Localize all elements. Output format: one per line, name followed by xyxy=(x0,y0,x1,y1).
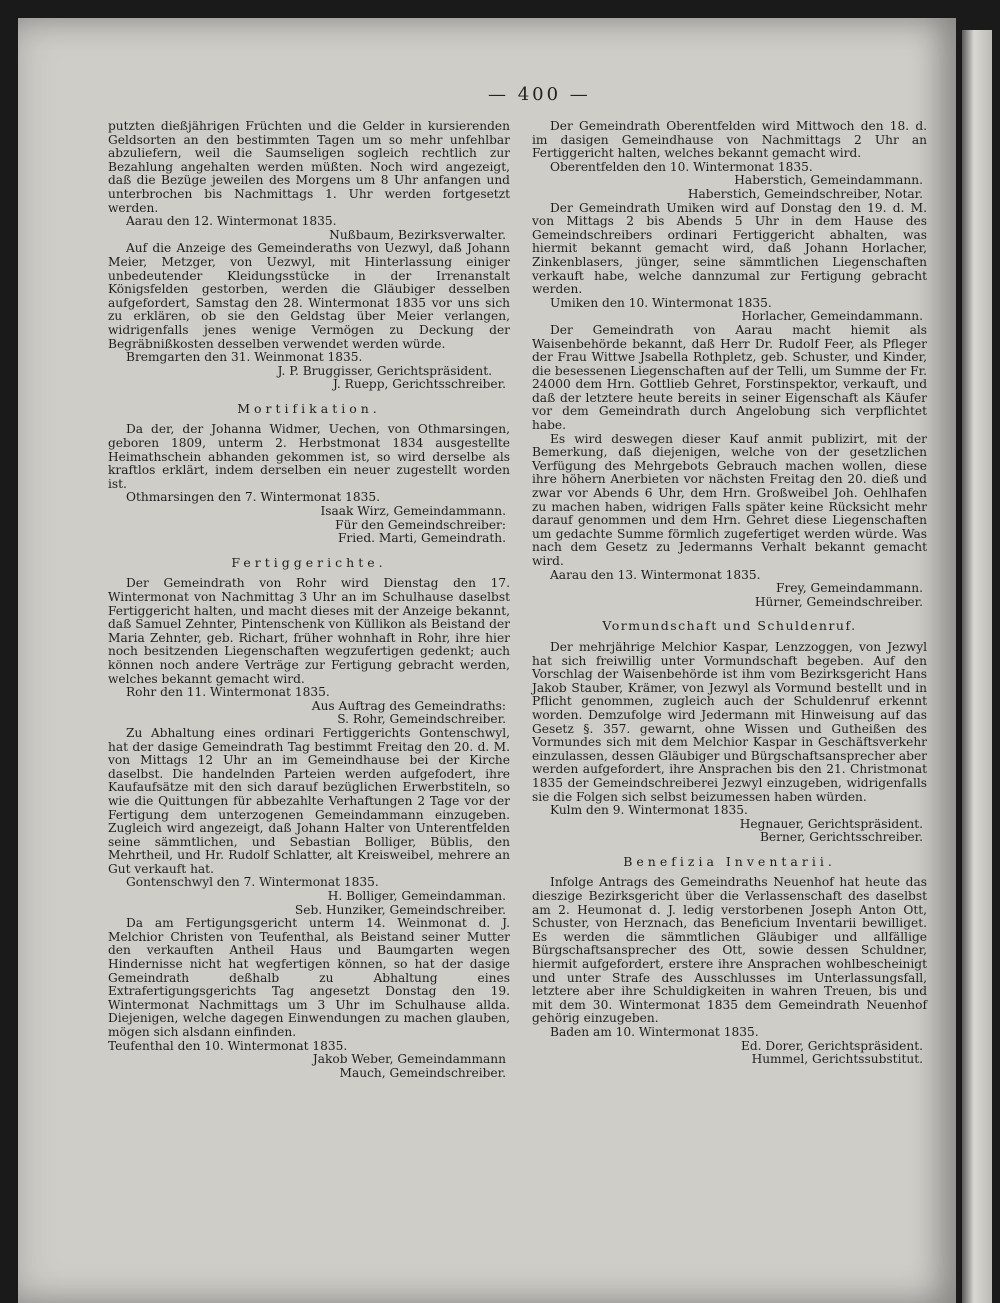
notice-signature: Mauch, Gemeindschreiber. xyxy=(339,1065,506,1080)
notice-paragraph: Da am Fertigungsgericht unterm 14. Weinmonat d. J. Melchior Christen von Teufenthal, als Beistand seiner Mutter den verkauften Antheil Haus und Baumgarten wegen Hindernisse nicht hat wegfertigen können, so hat der dasige Gemeindrath deßhalb zu Abhaltung eines Extrafertigungsgerichts Tag angesetzt Donstag den 19. Wintermonat Nachmittags um 3 Uhr im Schulhause allda. Diejenigen, welche dagegen Einwendungen zu machen glauben, mögen sich alsdann einfinden. xyxy=(108,916,510,1039)
notice-signature: Hürner, Gemeindschreiber. xyxy=(754,594,923,609)
section-heading-mortifikation: Mortifikation. xyxy=(237,400,381,416)
notice-date: Bremgarten den 31. Weinmonat 1835. xyxy=(126,350,363,365)
right-column xyxy=(532,120,927,1067)
notice-paragraph: putzten dießjährigen Früchten und die Gelder in kursierenden Geldsorten an den bestimmten Tagen um so mehr unfehlbar abzuliefern, weil die Saumseligen sogleich rechtlich zur Bezahlung angehalten werden müßten. Noch wird angezeigt, daß die Bezüge jeweilen des Morgens um 8 Uhr anfangen und unterbrochen bis Nachmittags 1. Uhr werden fortgesetzt werden. xyxy=(108,119,510,215)
notice-date: Baden am 10. Wintermonat 1835. xyxy=(550,1025,759,1039)
notice-signature: H. Bolliger, Gemeindamman. xyxy=(327,889,506,904)
notice-date: Othmarsingen den 7. Wintermonat 1835. xyxy=(126,490,381,505)
notice-signature: S. Rohr, Gemeindschreiber. xyxy=(337,712,506,727)
notice-paragraph: Zu Abhaltung eines ordinari Fertiggerichts Gontenschwyl, hat der dasige Gemeindrath Tag bestimmt Freitag den 20. d. M. von Mittags 12 Uhr an im Gemeindhause bei der Kirche daselbst. Die handelnden Parteien werden aufgefodert, ihre Kaufaufsätze mit den sich darauf bezüglichen Erwerbstiteln, so wie die Quittungen für abbezahlte Verhaftungen 2 Tage vor der Fertigung dem unterzogenen Gemeindammann einzugeben. Zugleich wird angezeigt, daß Johann Halter von Unterentfelden seine sämmtlichen, und Sebastian Bolliger, Büblis, den Mehrtheil, und Hr. Rudolf Schlatter, alt Kreisweibel, mehrere an Gut verkauft hat. xyxy=(108,725,510,876)
notice-date: Rohr den 11. Wintermonat 1835. xyxy=(126,685,330,700)
notice-paragraph: Infolge Antrags des Gemeindraths Neuenhof hat heute das dieszige Bezirksgericht über die Verlassenschaft des daselbst am 2. Heumonat d. J. ledig verstorbenen Joseph Anton Ott, Schuster, von Herznach, das Beneficium Inventarii bewilliget. Es werden die sämmtlichen Gläubiger und allfällige Bürgschaftsansprecher des Ott, sowie dessen Schuldner, hiermit aufgefordert, erstere ihre Ansprachen wohlbescheinigt und unter Strafe des Ausschlusses im Unterlassungsfall, letztere aber ihre Schuldigkeiten in wahren Treuen, bis und mit dem 30. Wintermonat 1835 dem Gemeindrath Neuenhof gehörig einzugeben. xyxy=(532,875,927,1026)
notice-signature: Seb. Hunziker, Gemeindschreiber. xyxy=(294,902,506,917)
notice-paragraph: Der Gemeindrath von Aarau macht hiemit als Waisenbehörde bekannt, daß Herr Dr. Rudolf Feer, als Pfleger der Frau Wittwe Jsabella Rothpletz, geb. Schuster, und Kinder, die besessenen Liegenschaften auf der Telli, um Summe der Fr. 24000 dem Hrn. Gottlieb Gehret, Forstinspektor, verkauft, und daß der letztere heute bereits in seiner Eigenschaft als Käufer vor dem Gemeindrath durch Angelobung sich verpflichtet habe. xyxy=(532,322,927,433)
notice-paragraph: Auf die Anzeige des Gemeinderaths von Uezwyl, daß Johann Meier, Metzger, von Uezwyl, mit Hinterlassung einiger unbedeutender Kleidungsstücke in der Irrenanstalt Königsfelden gestorben, werden die Gläubiger desselben aufgefordert, Samstag den 28. Wintermonat 1835 vor uns sich zu erklären, ob sie den Geldstag über Meier verlangen, widrigenfalls jenes wenige Vermögen zu Deckung der Begräbnißkosten desselben verwendet werden würde. xyxy=(108,241,510,351)
notice-paragraph: Der Gemeindrath Oberentfelden wird Mittwoch den 18. d. im dasigen Gemeindhause von Nachmittags 2 Uhr an Fertiggericht halten, welches bekannt gemacht wird. xyxy=(532,119,927,161)
notice-signature: Nußbaum, Bezirksverwalter. xyxy=(329,227,506,242)
notice-signature: Haberstich, Gemeindschreiber, Notar. xyxy=(687,186,923,201)
notice-signature: Jakob Weber, Gemeindammann xyxy=(312,1052,506,1067)
notice-signature: Hummel, Gerichtssubstitut. xyxy=(751,1052,923,1067)
notice-date: Kulm den 9. Wintermonat 1835. xyxy=(550,803,748,818)
notice-signature: Isaak Wirz, Gemeindammann. xyxy=(320,504,506,519)
section-heading-fertiggerichte: Fertiggerichte. xyxy=(231,554,387,570)
notice-date: Oberentfelden den 10. Wintermonat 1835. xyxy=(550,159,813,174)
notice-signature: Berner, Gerichtsschreiber. xyxy=(759,830,923,845)
notice-signature: Fried. Marti, Gemeindrath. xyxy=(337,531,506,546)
notice-paragraph: Da der, der Johanna Widmer, Uechen, von Othmarsingen, geboren 1809, unterm 2. Herbstmonat 1834 ausgestellte Heimathschein abhanden gekommen ist, so wird derselbe als kraftlos erklärt, indem derselben ein neuer zugestellt worden ist. xyxy=(108,422,510,491)
notice-date: Gontenschwyl den 7. Wintermonat 1835. xyxy=(126,875,379,890)
notice-signature: Haberstich, Gemeindammann. xyxy=(734,173,923,188)
page-number: — 400 — xyxy=(488,84,591,105)
notice-date: Teufenthal den 10. Wintermonat 1835. xyxy=(108,1038,348,1053)
notice-paragraph: Der Gemeindrath von Rohr wird Dienstag den 17. Wintermonat von Nachmittag 3 Uhr an im Schulhause daselbst Fertiggericht halten, und macht dieses mit der Anzeige bekannt, daß Samuel Zehnter, Pintenschenk von Küllikon als Beistand der Maria Zehnter, geb. Richart, früher wohnhaft in Rohr, ihre hier noch besitzenden Liegenschaften wegzufertigen gedenkt; auch können noch andere Verträge zur Fertigung gebracht werden, welches bekannt gemacht wird. xyxy=(108,576,510,686)
notice-date: Umiken den 10. Wintermonat 1835. xyxy=(550,295,772,310)
notice-paragraph: Der Gemeindrath Umiken wird auf Donstag den 19. d. M. von Mittags 2 bis Abends 5 Uhr in dem Hause des Gemeindschreibers ordinari Fertiggericht abhalten, was hiermit bekannt gemacht wird, daß Johann Horlacher, Zinkenblasers, jünger, seine sämmtlichen Liegenschaften verkauft habe, welche dannzumal zur Fertigung gebracht werden. xyxy=(532,200,927,297)
notice-date: Aarau den 12. Wintermonat 1835. xyxy=(126,214,337,229)
notice-signature: Hegnauer, Gerichtspräsident. xyxy=(739,816,923,831)
notice-paragraph: Der mehrjährige Melchior Kaspar, Lenzzoggen, von Jezwyl hat sich freiwillig unter Vormundschaft begeben. Auf den Vorschlag der Waisenbehörde ist ihm vom Bezirksgericht Hans Jakob Stauber, Krämer, von Jezwyl als Vormund bestellt und in Pflicht genommen, zugleich auch der Schuldenruf erkennt worden. Demzufolge wird Jedermann mit Hinweisung auf das Gesetz §. 357. gewarnt, ohne Wissen und Gutheißen des Vormundes sich mit dem Melchior Kaspar in Geschäftsverkehr einzulassen, dessen Gläubiger und Bürgschaftsansprecher aber werden aufgefordert, ihre Ansprachen bis den 21. Christmonat 1835 der Gemeindschreiberei Jezwyl einzugeben, widrigenfalls sie die Folgen sich selbst beizumessen haben würden. xyxy=(532,639,927,804)
notice-signature: Ed. Dorer, Gerichtspräsident. xyxy=(740,1038,923,1053)
notice-date: Aarau den 13. Wintermonat 1835. xyxy=(550,567,761,582)
notice-signature: J. Ruepp, Gerichtsschreiber. xyxy=(332,377,506,392)
notice-signature: J. P. Bruggisser, Gerichtspräsident. xyxy=(277,363,492,378)
notice-paragraph: Es wird deswegen dieser Kauf anmit publizirt, mit der Bemerkung, daß diejenigen, welche von der gesetzlichen Verfügung des Mehrgebots Gebrauch machen wollen, diese ihre höhern Anerbieten vor nächsten Freitag den 20. dieß und zwar vor Abends 6 Uhr, dem Hrn. Großweibel Joh. Oehlhafen zu machen haben, widrigen Falls später keine Rücksicht mehr darauf genommen und dem Hrn. Gehret diese Liegenschaften um gedachte Summe förmlich zugefertiget werden würde. Was nach dem Gesetz zu Jedermanns Verhalt bekannt gemacht wird. xyxy=(532,431,927,568)
section-heading-vormundschaft: Vormundschaft und Schuldenruf. xyxy=(602,618,857,634)
newspaper-page xyxy=(18,18,956,1303)
book-edge xyxy=(962,30,992,1303)
left-column xyxy=(108,120,510,1080)
notice-signature: Für den Gemeindschreiber: xyxy=(335,517,506,532)
notice-signature: Horlacher, Gemeindammann. xyxy=(741,309,923,324)
notice-signature: Frey, Gemeindammann. xyxy=(776,581,923,596)
section-heading-benefizia: Benefizia Inventarii. xyxy=(623,853,836,869)
notice-signature: Aus Auftrag des Gemeindraths: xyxy=(311,698,506,713)
